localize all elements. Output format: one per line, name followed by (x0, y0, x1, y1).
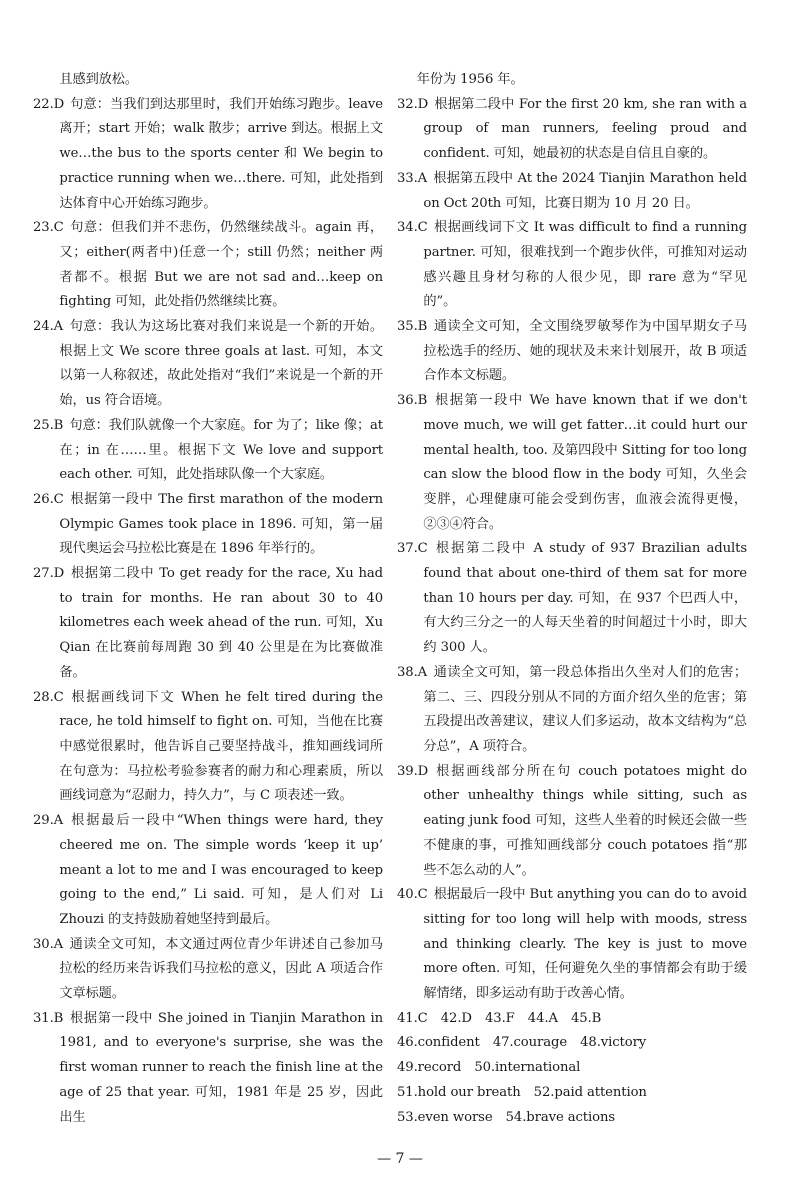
answer-entry (33, 93, 383, 217)
short-answer-line: 46.confident 47.courage 48.victory (397, 1035, 647, 1051)
question-number: 36.B (397, 393, 428, 409)
answer-entry (33, 809, 383, 933)
page-number: — 7 — (377, 1151, 423, 1167)
question-number: 38.A (397, 664, 428, 680)
question-number: 25.B (33, 417, 64, 433)
explanation-text: 根据第一段中 We have known that if we don't move much, we will get fatter…it could hurt our mental health, too. 及第四段中 Sitting for too long can slow the blood flow in the body 可知，久坐会变胖，心理健康可能会受到伤害，血液会流得更慢，②③④符合。 (423, 393, 747, 532)
short-answer-line: 41.C 42.D 43.F 44.A 45.B (397, 1010, 602, 1026)
right-column (397, 68, 747, 1130)
answer-entry (397, 216, 747, 315)
question-number: 29.A (33, 813, 64, 829)
explanation-text: 年份为 1956 年。 (416, 72, 524, 87)
explanation-text: 根据第五段中 At the 2024 Tianjin Marathon held on Oct 20th 可知，比赛日期为 10 月 20 日。 (423, 170, 747, 211)
explanation-text: 通读全文可知，本文通过两位青少年讲述自己参加马拉松的经历来告诉我们马拉松的意义，因此 A 项适合作文章标题。 (59, 936, 383, 1002)
explanation-text: 根据画线部分所在句 couch potatoes might do other unhealthy things while sitting, such as eating junk food 可知，这些人坐着的时候还会做一些不健康的事，可推知画线部分 couch potatoes 指“那些不怎么动的人”。 (423, 763, 747, 878)
explanation-text: 根据画线词下文 When he felt tired during the race, he told himself to fight on. 可知，当他在比赛中感觉很累时，他告诉自己要坚持战斗，推知画线词所在句意为：马拉松考验参赛者的耐力和心理素质，所以画线词意为“忍耐力，持久力”，与 C 项表述一致。 (59, 689, 383, 804)
question-number: 30.A (33, 936, 64, 952)
explanation-text: 根据第一段中 She joined in Tianjin Marathon in 1981, and to everyone's surprise, she was the first woman runner to reach the finish line at the age of 25 that year. 可知，1981 年是 25 岁，因此出生 (59, 1010, 383, 1125)
question-number: 34.C (397, 220, 428, 236)
explanation-text: 根据第二段中 For the first 20 km, she ran with a group of man runners, feeling proud and confident. 可知，她最初的状态是自信且自豪的。 (423, 96, 747, 162)
answer-entry (397, 883, 747, 1007)
explanation-text: 根据最后一段中“When things were hard, they cheered me on. The simple words ‘keep it up’ meant a lot to me and I was encouraged to keep going to the end,” Li said. 可知，是人们对 Li Zhouzi 的支持鼓励着她坚持到最后。 (59, 813, 383, 927)
explanation-text: 句意：当我们到达那里时，我们开始练习跑步。leave 离开；start 开始；walk 散步；arrive 到达。根据上文 we…the bus to the sports center 和 We begin to practice running when we…there. 可知，此处指到达体育中心开始练习跑步。 (59, 96, 383, 211)
question-number: 31.B (33, 1010, 64, 1026)
explanation-text: 根据画线词下文 It was difficult to find a running partner. 可知，很难找到一个跑步伙伴，可推知对运动感兴趣且身材匀称的人很少见，即 rare 意为“罕见的”。 (423, 220, 747, 310)
answer-entry (33, 933, 383, 1007)
question-number: 23.C (33, 220, 64, 236)
short-answer-line: 51.hold our breath 52.paid attention (397, 1084, 647, 1100)
question-number: 35.B (397, 319, 428, 335)
question-number: 22.D (33, 96, 65, 112)
answer-entry (33, 488, 383, 562)
answer-entry (397, 760, 747, 884)
question-number: 26.C (33, 491, 64, 507)
explanation-text: 通读全文可知，全文围绕罗敏琴作为中国早期女子马拉松选手的经历、她的现状及未来计划展开，故 B 项适合作本文标题。 (423, 319, 747, 384)
explanation-text: 通读全文可知，第一段总体指出久坐对人们的危害；第二、三、四段分别从不同的方面介绍久坐的危害；第五段提出改善建议，建议人们多运动，故本文结构为“总分总”，A 项符合。 (423, 664, 747, 754)
answer-entry (33, 562, 383, 686)
answer-entry (397, 93, 747, 167)
answer-entry (33, 414, 383, 488)
answer-entry (397, 315, 747, 389)
short-answer-line: 49.record 50.international (397, 1060, 581, 1076)
explanation-text: 根据第二段中 To get ready for the race, Xu had to train for months. He ran about 30 to 40 kilometres each week ahead of the run. 可知，Xu Qian 在比赛前每周跑 30 到 40 公里是在为比赛做准备。 (59, 566, 383, 680)
question-number: 33.A (397, 170, 428, 186)
explanation-text: 且感到放松。 (59, 72, 138, 87)
answer-entry (33, 216, 383, 315)
answer-entry (397, 389, 747, 537)
explanation-text: 句意：我们队就像一个大家庭。for 为了；like 像；at 在；in 在……里。根据下文 We love and support each other. 可知，此处指球队像一个大家庭。 (59, 417, 383, 483)
question-number: 28.C (33, 689, 64, 705)
answer-entry (33, 1007, 383, 1131)
explanation-text: 根据第一段中 The first marathon of the modern Olympic Games took place in 1896. 可知，第一届现代奥运会马拉松比赛是在 1896 年举行的。 (59, 491, 383, 557)
question-number: 37.C (397, 541, 428, 557)
explanation-text: 根据最后一段中 But anything you can do to avoid sitting for too long will help with moods, stress and thinking clearly. The key is just to move more often. 可知，任何避免久坐的事情都会有助于缓解情绪，即多运动有助于改善心情。 (423, 887, 747, 1002)
question-number: 27.D (33, 566, 65, 582)
answer-entry (33, 315, 383, 414)
continued-text (397, 68, 747, 93)
question-number: 24.A (33, 319, 64, 335)
answer-entry (397, 537, 747, 661)
answer-entry (397, 661, 747, 760)
explanation-text: 句意：我认为这场比赛对我们来说是一个新的开始。根据上文 We score three goals at last. 可知，本文以第一人称叙述，故此处指对“我们”来说是一个新的开始，us 符合语境。 (59, 319, 383, 409)
short-answer-line: 53.even worse 54.brave actions (397, 1109, 616, 1125)
continued-text (33, 68, 383, 93)
answer-entry (33, 686, 383, 810)
left-column (33, 68, 383, 1130)
question-number: 39.D (397, 763, 429, 779)
explanation-text: 根据第二段中 A study of 937 Brazilian adults found that about one-third of them sat for more than 10 hours per day. 可知，在 937 个巴西人中，有大约三分之一的人每天坐着的时间超过十小时，即大约 300 人。 (423, 541, 747, 656)
question-number: 40.C (397, 887, 428, 903)
answer-entry (397, 167, 747, 216)
question-number: 32.D (397, 96, 429, 112)
explanation-text: 句意：但我们并不悲伤，仍然继续战斗。again 再，又；either(两者中)任意一个；still 仍然；neither 两者都不。根据 But we are not sad and…keep on fighting 可知，此处指仍然继续比赛。 (59, 220, 383, 310)
